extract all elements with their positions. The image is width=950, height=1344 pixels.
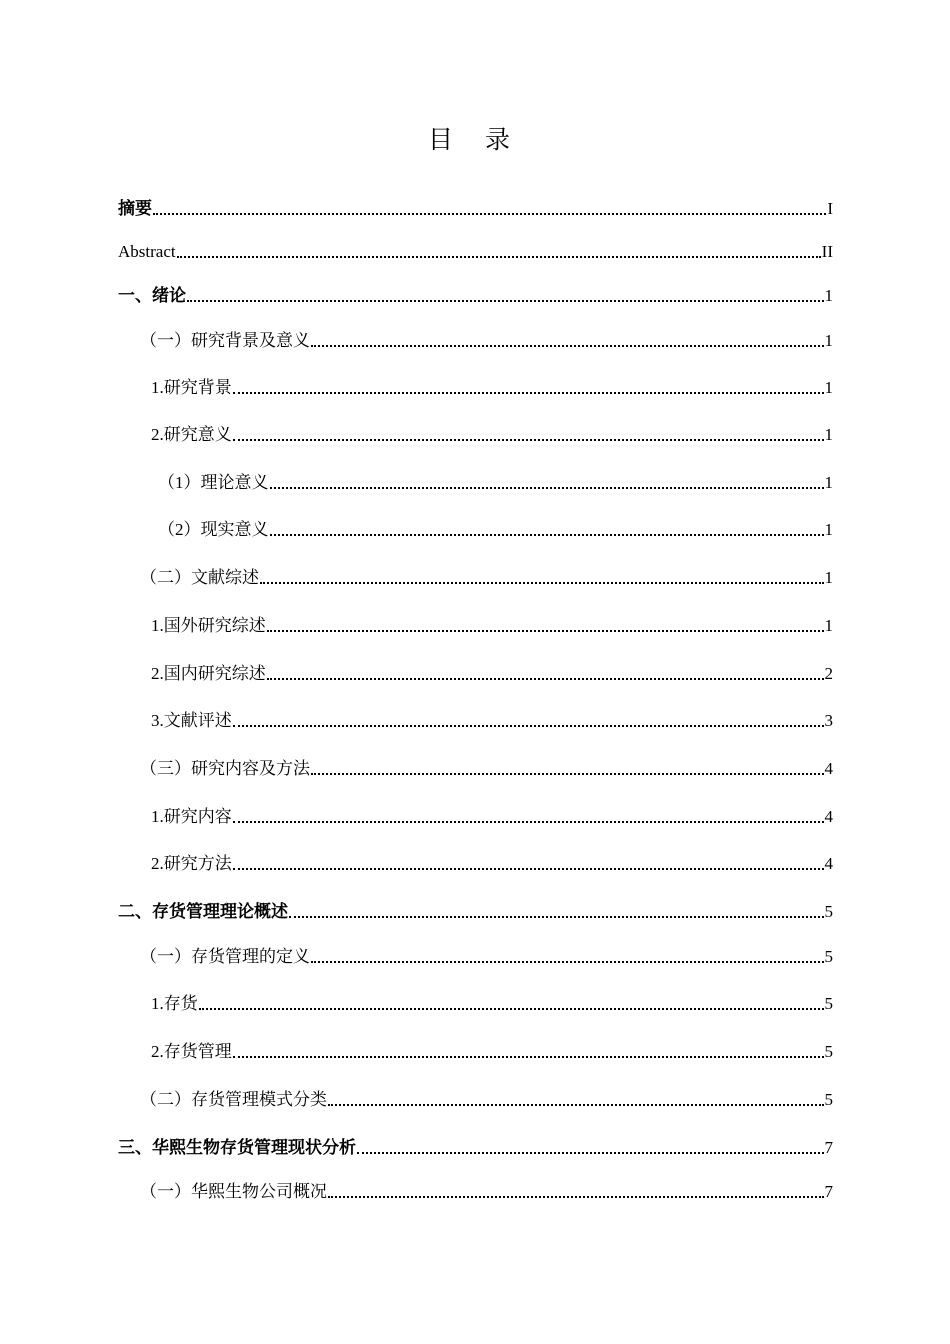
toc-entry[interactable] bbox=[140, 758, 833, 780]
toc-dot-leader bbox=[357, 1152, 824, 1154]
toc-entry-page-number: 5 bbox=[824, 1042, 833, 1061]
toc-dot-leader bbox=[270, 534, 824, 536]
toc-entry[interactable] bbox=[151, 663, 833, 685]
toc-dot-leader bbox=[267, 678, 824, 680]
toc-entry-page-number: 7 bbox=[824, 1138, 833, 1157]
toc-entry-label: 三、华熙生物存货管理现状分析 bbox=[118, 1138, 356, 1157]
toc-entry-page-number: 2 bbox=[824, 664, 833, 683]
toc-entry-label: 一、绪论 bbox=[118, 286, 186, 305]
toc-dot-leader bbox=[260, 582, 824, 584]
toc-dot-leader bbox=[233, 1056, 824, 1058]
toc-entry-label: （2）现实意义 bbox=[158, 520, 269, 539]
toc-entry-page-number: 5 bbox=[824, 1090, 833, 1109]
toc-entry-label: （三）研究内容及方法 bbox=[140, 759, 310, 778]
toc-entry[interactable] bbox=[140, 1089, 833, 1111]
toc-dot-leader bbox=[199, 1008, 824, 1010]
toc-entry-label: 2.国内研究综述 bbox=[151, 664, 266, 683]
toc-dot-leader bbox=[328, 1104, 824, 1106]
toc-entry[interactable] bbox=[118, 198, 833, 220]
toc-entry-page-number: 1 bbox=[824, 473, 833, 492]
toc-entry-label: 1.研究背景 bbox=[151, 378, 232, 397]
toc-entry-label: （1）理论意义 bbox=[158, 473, 269, 492]
toc-dot-leader bbox=[233, 439, 824, 441]
toc-dot-leader bbox=[233, 868, 824, 870]
toc-entry-label: 二、存货管理理论概述 bbox=[118, 902, 288, 921]
toc-entry[interactable] bbox=[118, 901, 833, 923]
toc-entry[interactable] bbox=[118, 285, 833, 307]
toc-entry-page-number: 4 bbox=[824, 854, 833, 873]
toc-entry[interactable] bbox=[151, 377, 833, 399]
toc-entry[interactable] bbox=[140, 1181, 833, 1203]
toc-entry-page-number: 1 bbox=[824, 568, 833, 587]
toc-entry[interactable] bbox=[151, 1041, 833, 1063]
toc-title: 目 录 bbox=[428, 125, 522, 154]
toc-entry[interactable] bbox=[151, 853, 833, 875]
toc-dot-leader bbox=[233, 392, 824, 394]
toc-entry[interactable] bbox=[151, 806, 833, 828]
toc-dot-leader bbox=[233, 821, 824, 823]
toc-entry-page-number: 1 bbox=[824, 425, 833, 444]
toc-entry-label: （二）存货管理模式分类 bbox=[140, 1090, 327, 1109]
toc-dot-leader bbox=[187, 300, 824, 302]
toc-entry-label: （一）存货管理的定义 bbox=[140, 947, 310, 966]
toc-entry-page-number: I bbox=[827, 199, 833, 218]
toc-dot-leader bbox=[267, 630, 824, 632]
toc-entry-label: 1.存货 bbox=[151, 994, 198, 1013]
toc-entry-page-number: 5 bbox=[824, 902, 833, 921]
toc-entry-label: 2.存货管理 bbox=[151, 1042, 232, 1061]
toc-entry[interactable] bbox=[151, 615, 833, 637]
toc-entry-label: 摘要 bbox=[118, 199, 152, 218]
toc-entry-page-number: 5 bbox=[824, 947, 833, 966]
toc-dot-leader bbox=[311, 345, 824, 347]
toc-dot-leader bbox=[270, 487, 824, 489]
toc-dot-leader bbox=[311, 961, 824, 963]
toc-entry-label: （一）华熙生物公司概况 bbox=[140, 1182, 327, 1201]
toc-entry-page-number: 1 bbox=[824, 520, 833, 539]
toc-entry[interactable] bbox=[140, 330, 833, 352]
toc-entry-label: （一）研究背景及意义 bbox=[140, 331, 310, 350]
toc-entry[interactable] bbox=[140, 946, 833, 968]
toc-entry[interactable] bbox=[151, 710, 833, 732]
toc-entry-label: 2.研究方法 bbox=[151, 854, 232, 873]
toc-entry-page-number: 1 bbox=[824, 616, 833, 635]
toc-entry[interactable] bbox=[118, 1137, 833, 1159]
toc-dot-leader bbox=[177, 256, 821, 258]
toc-entry-page-number: 1 bbox=[824, 378, 833, 397]
toc-entry-page-number: 5 bbox=[824, 994, 833, 1013]
toc-entry[interactable] bbox=[158, 472, 833, 494]
toc-entry[interactable] bbox=[151, 993, 833, 1015]
toc-entry[interactable] bbox=[140, 567, 833, 589]
toc-entry-page-number: 4 bbox=[824, 759, 833, 778]
toc-entry-page-number: 1 bbox=[824, 286, 833, 305]
toc-entry-label: 3.文献评述 bbox=[151, 711, 232, 730]
toc-dot-leader bbox=[311, 773, 824, 775]
toc-dot-leader bbox=[233, 725, 824, 727]
toc-entry-page-number: II bbox=[821, 242, 833, 261]
toc-entry-page-number: 3 bbox=[824, 711, 833, 730]
toc-entry-label: （二）文献综述 bbox=[140, 568, 259, 587]
toc-entry[interactable] bbox=[118, 241, 833, 263]
toc-entry-label: 1.研究内容 bbox=[151, 807, 232, 826]
toc-entry-label: 2.研究意义 bbox=[151, 425, 232, 444]
toc-entry[interactable] bbox=[151, 424, 833, 446]
toc-entry-page-number: 7 bbox=[824, 1182, 833, 1201]
toc-entry-page-number: 1 bbox=[824, 331, 833, 350]
toc-dot-leader bbox=[289, 916, 824, 918]
toc-entry[interactable] bbox=[158, 519, 833, 541]
toc-entry-label: 1.国外研究综述 bbox=[151, 616, 266, 635]
toc-entry-page-number: 4 bbox=[824, 807, 833, 826]
toc-dot-leader bbox=[153, 213, 826, 215]
toc-dot-leader bbox=[328, 1196, 824, 1198]
toc-entry-label: Abstract bbox=[118, 242, 176, 261]
